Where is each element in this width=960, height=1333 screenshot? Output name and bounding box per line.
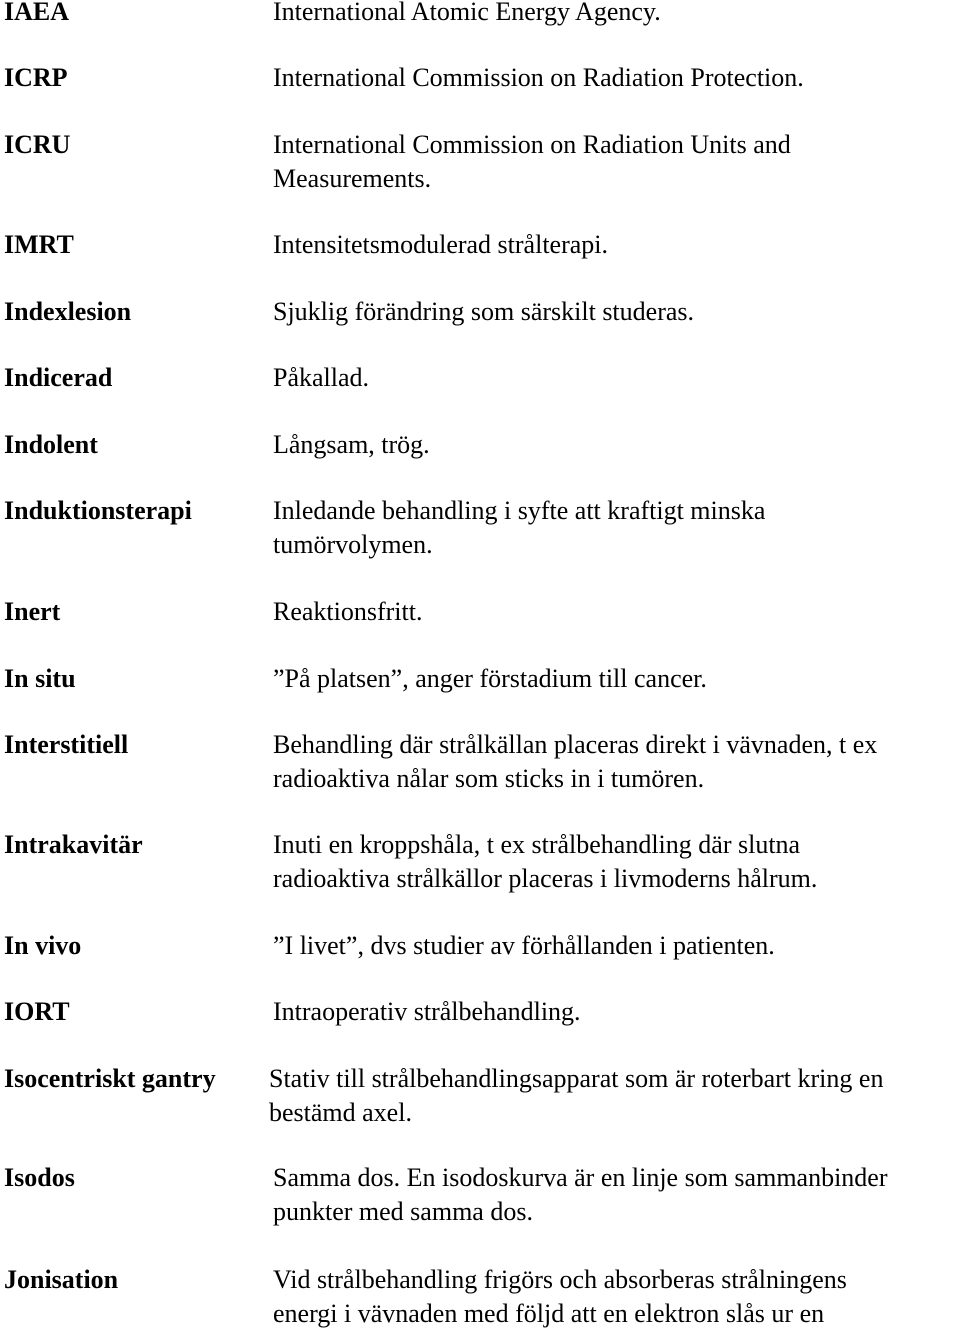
- term: Inert: [4, 597, 61, 626]
- definition-line: Measurements.: [273, 164, 432, 193]
- definition: [273, 828, 957, 896]
- term: Isodos: [4, 1163, 75, 1192]
- definition: [273, 595, 957, 629]
- term: Interstitiell: [4, 730, 129, 759]
- definition-line: tumörvolymen.: [273, 530, 433, 559]
- definition-line: bestämd axel.: [269, 1098, 412, 1127]
- definition: [273, 295, 957, 329]
- definition-line: Intensitetsmodulerad strålterapi.: [273, 230, 609, 259]
- definition-line: Vid strålbehandling frigörs och absorberas strålningens: [273, 1265, 847, 1294]
- definition-line: Påkallad.: [273, 363, 370, 392]
- definition: [273, 61, 957, 95]
- definition-line: radioaktiva strålkällor placeras i livmoderns hålrum.: [273, 864, 818, 893]
- definition: [273, 128, 957, 196]
- definition: [273, 0, 957, 29]
- definition-line: Intraoperativ strålbehandling.: [273, 997, 581, 1026]
- term: Indolent: [4, 430, 98, 459]
- term: ICRP: [4, 63, 68, 92]
- definition-line: Inuti en kroppshåla, t ex strålbehandling där slutna: [273, 830, 801, 859]
- definition-line: International Commission on Radiation Units and: [273, 130, 791, 159]
- term: Indexlesion: [4, 297, 132, 326]
- definition-line: International Atomic Energy Agency.: [273, 0, 661, 26]
- definition-line: Inledande behandling i syfte att kraftigt minska: [273, 496, 766, 525]
- definition-line: punkter med samma dos.: [273, 1197, 533, 1226]
- term: Intrakavitär: [4, 830, 143, 859]
- definition-line: Sjuklig förändring som särskilt studeras.: [273, 297, 695, 326]
- term: IORT: [4, 997, 70, 1026]
- definition-line: ”I livet”, dvs studier av förhållanden i patienten.: [273, 931, 775, 960]
- term: Induktionsterapi: [4, 496, 192, 525]
- definition-line: Reaktionsfritt.: [273, 597, 423, 626]
- term: IMRT: [4, 230, 74, 259]
- definition-line: Stativ till strålbehandlingsapparat som är roterbart kring en: [269, 1064, 884, 1093]
- term: ICRU: [4, 130, 71, 159]
- definition-line: International Commission on Radiation Protection.: [273, 63, 804, 92]
- definition-line: energi i vävnaden med följd att en elektron slås ur en: [273, 1299, 825, 1328]
- definition: [273, 995, 957, 1029]
- definition-line: Långsam, trög.: [273, 430, 430, 459]
- definition-line: radioaktiva nålar som sticks in i tumören.: [273, 764, 705, 793]
- definition-line: ”På platsen”, anger förstadium till cancer.: [273, 664, 707, 693]
- term: Jonisation: [4, 1265, 119, 1294]
- term: Isocentriskt gantry: [4, 1064, 216, 1093]
- definition-line: Behandling där strålkällan placeras direkt i vävnaden, t ex: [273, 730, 878, 759]
- definition: [273, 929, 957, 963]
- definition: [273, 494, 957, 562]
- definition: [273, 228, 957, 262]
- definition: [273, 1161, 957, 1229]
- definition: [273, 728, 957, 796]
- term: IAEA: [4, 0, 70, 26]
- term: Indicerad: [4, 363, 113, 392]
- definition: [269, 1062, 953, 1130]
- definition: [273, 662, 957, 696]
- definition-line: Samma dos. En isodoskurva är en linje som sammanbinder: [273, 1163, 888, 1192]
- term: In situ: [4, 664, 76, 693]
- term: In vivo: [4, 931, 82, 960]
- definition: [273, 361, 957, 395]
- definition: [273, 1263, 957, 1331]
- definition: [273, 428, 957, 462]
